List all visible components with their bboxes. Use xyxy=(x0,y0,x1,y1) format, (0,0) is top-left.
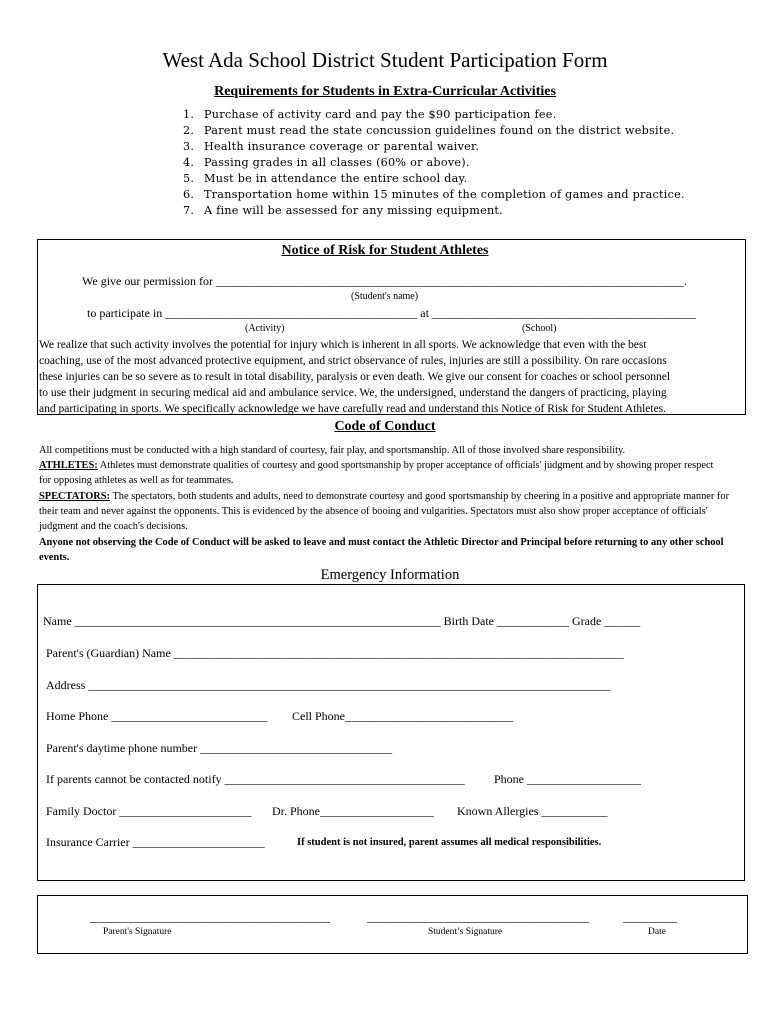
list-item xyxy=(183,123,685,139)
list-number: 6. xyxy=(183,188,195,201)
parent-signature-line[interactable]: ________________________________________ xyxy=(90,910,330,924)
student-signature-line[interactable]: _____________________________________ xyxy=(367,910,589,924)
list-number: 4. xyxy=(183,156,195,169)
athletes-text: Athletes must demonstrate qualities of courtesy and good sportsmanship by proper acceptance of officials' judgment and by showing proper respect for opposing athletes as well as for teammates. xyxy=(39,460,714,486)
home-phone-field[interactable]: Home Phone __________________________ xyxy=(46,709,268,723)
conduct-warning: Anyone not observing the Code of Conduct will be asked to leave and must contact the Athletic Director and Principal before returning to any other school events. xyxy=(39,537,724,563)
list-item xyxy=(183,107,685,123)
allergies-field[interactable]: Known Allergies ___________ xyxy=(457,804,608,818)
list-text: Passing grades in all classes (60% or above). xyxy=(204,156,470,169)
list-number: 3. xyxy=(183,140,195,153)
notify-phone-field[interactable]: Phone ___________________ xyxy=(494,772,641,786)
list-item xyxy=(183,171,685,187)
student-name-caption: (Student's name) xyxy=(351,291,419,302)
risk-heading: Notice of Risk for Student Athletes xyxy=(281,243,489,258)
risk-line: these injuries can be so severe as to result in total disability, paralysis or even death. We give our consent for coaches or school personnel xyxy=(39,371,671,383)
emergency-heading: Emergency Information xyxy=(320,567,460,583)
conduct-intro: All competitions must be conducted with a high standard of courtesy, fair play, and sportsmanship. All of those involved share responsibility. xyxy=(39,445,626,456)
conduct-athletes xyxy=(39,458,719,488)
doctor-phone-field[interactable]: Dr. Phone___________________ xyxy=(272,804,434,818)
list-number: 1. xyxy=(183,108,195,121)
daytime-phone-field[interactable]: Parent's daytime phone number ________________________________ xyxy=(46,741,393,755)
list-item xyxy=(183,203,685,219)
notify-contact-field[interactable]: If parents cannot be contacted notify ________________________________________ xyxy=(46,772,465,786)
list-number: 5. xyxy=(183,172,195,185)
permission-field[interactable]: We give our permission for ______________________________________________________________________________. xyxy=(82,274,688,288)
list-number: 7. xyxy=(183,204,195,217)
student-signature-label: Student’s Signature xyxy=(428,927,503,937)
name-birthdate-grade-field[interactable]: Name _____________________________________________________________ Birth Date ____________ Grade ______ xyxy=(43,614,641,628)
risk-line: coaching, use of the most advanced protective equipment, and strict observance of rules, injuries are still a possibility. On rare occasions xyxy=(39,355,667,367)
insurance-carrier-field[interactable]: Insurance Carrier ______________________ xyxy=(46,835,265,849)
risk-paragraph xyxy=(39,337,670,417)
guardian-name-field[interactable]: Parent's (Guardian) Name ___________________________________________________________________________ xyxy=(46,646,624,660)
requirements-heading: Requirements for Students in Extra-Curricular Activities xyxy=(214,84,556,99)
list-text: Must be in attendance the entire school day. xyxy=(204,172,468,185)
family-doctor-field[interactable]: Family Doctor ______________________ xyxy=(46,804,252,818)
spectators-label: SPECTATORS: xyxy=(39,491,111,502)
list-item xyxy=(183,139,685,155)
athletes-label: ATHLETES: xyxy=(39,460,98,471)
conduct-heading: Code of Conduct xyxy=(334,419,436,434)
list-text: Transportation home within 15 minutes of the completion of games and practice. xyxy=(204,188,685,201)
school-caption: (School) xyxy=(522,323,557,334)
participate-field[interactable]: to participate in __________________________________________ at ____________________________________________ xyxy=(87,306,696,320)
risk-line: and participating in sports. We specifically acknowledge we have carefully read and understand this Notice of Risk for Student Athletes. xyxy=(39,403,667,415)
list-text: Health insurance coverage or parental waiver. xyxy=(204,140,480,153)
risk-line: to use their judgment in securing medical aid and ambulance service. We, the undersigned, understand the dangers of practicing, playing xyxy=(39,387,667,399)
list-text: Purchase of activity card and pay the $90 participation fee. xyxy=(204,108,557,121)
list-text: Parent must read the state concussion guidelines found on the district website. xyxy=(204,124,675,137)
page-title: West Ada School District Student Participation Form xyxy=(162,48,608,72)
address-field[interactable]: Address _______________________________________________________________________________________ xyxy=(46,678,611,692)
list-text: A fine will be assessed for any missing equipment. xyxy=(204,204,503,217)
spectators-text: The spectators, both students and adults, need to demonstrate courtesy and good sportsmanship by cheering in a positive and appropriate manner for their team and never against the opponents. This is evidenced by the absence of booing and vulgarities. Spectators must also show proper acceptance of officials' judgment and the coach's decisions. xyxy=(39,491,730,532)
list-number: 2. xyxy=(183,124,195,137)
list-item xyxy=(183,187,685,203)
cell-phone-field[interactable]: Cell Phone____________________________ xyxy=(292,709,513,723)
parent-signature-label: Parent's Signature xyxy=(103,927,172,937)
date-line[interactable]: _________ xyxy=(623,910,677,924)
risk-line: We realize that such activity involves the potential for injury which is inherent in all sports. We acknowledge that even with the best xyxy=(39,339,647,351)
list-item xyxy=(183,155,685,171)
requirements-list xyxy=(183,107,685,219)
activity-caption: (Activity) xyxy=(245,323,285,334)
insurance-note: If student is not insured, parent assumes all medical responsibilities. xyxy=(297,837,602,848)
conduct-spectators xyxy=(39,489,743,534)
date-label: Date xyxy=(648,927,666,937)
